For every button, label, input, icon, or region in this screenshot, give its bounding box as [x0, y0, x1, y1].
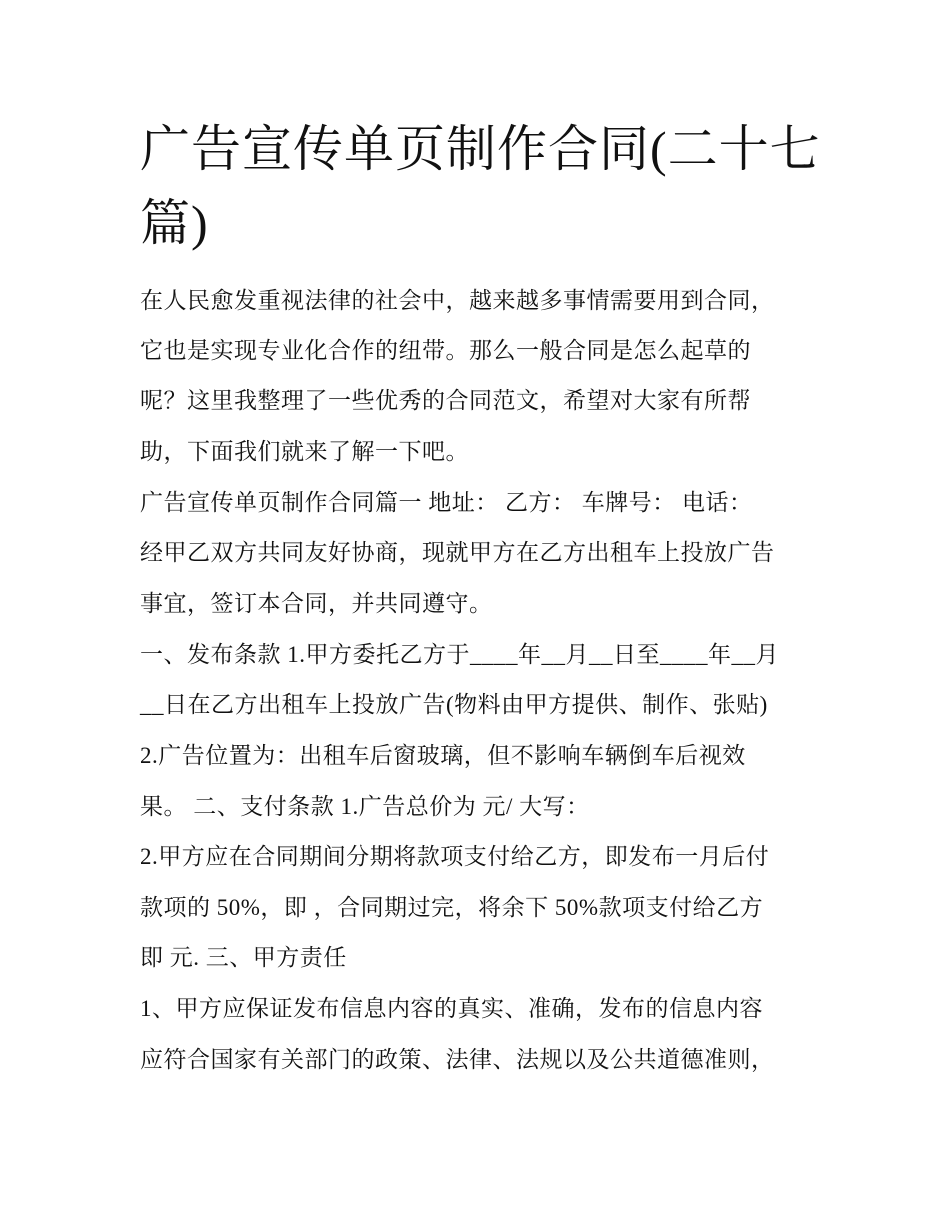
body-line: 1、甲方应保证发布信息内容的真实、准确，发布的信息内容: [140, 996, 763, 1021]
body-line: 呢？这里我整理了一些优秀的合同范文，希望对大家有所帮: [140, 388, 751, 413]
body-line: __日在乙方出租车上投放广告(物料由甲方提供、制作、张贴): [140, 692, 768, 717]
title-line-2: 篇): [140, 195, 209, 251]
body-line: 2.广告位置为：出租车后窗玻璃，但不影响车辆倒车后视效: [140, 743, 746, 768]
body-line: 事宜，签订本合同，并共同遵守。: [140, 591, 493, 616]
body-line: 款项的 50%，即 ，合同期过完，将余下 50%款项支付给乙方: [140, 895, 764, 920]
body-line: 应符合国家有关部门的政策、法律、法规以及公共道德准则，: [140, 1047, 775, 1072]
body-line: 助，下面我们就来了解一下吧。: [140, 439, 469, 464]
body-line: 即 元. 三、甲方责任: [140, 945, 347, 970]
body-line: 广告宣传单页制作合同篇一 地址： 乙方： 车牌号： 电话：: [140, 490, 753, 515]
body-line: 它也是实现专业化合作的纽带。那么一般合同是怎么起草的: [140, 338, 751, 363]
body-line: 经甲乙双方共同友好协商，现就甲方在乙方出租车上投放广告: [140, 540, 775, 565]
title-line-1: 广告宣传单页制作合同(二十七: [140, 121, 821, 177]
body-line: 一、发布条款 1.甲方委托乙方于____年__月__日至____年__月: [140, 642, 779, 667]
body-line: 果。 二、支付条款 1.广告总价为 元/ 大写：: [140, 794, 590, 819]
document-title: [140, 112, 830, 260]
body-line: 2.甲方应在合同期间分期将款项支付给乙方，即发布一月后付: [140, 844, 770, 869]
body-line: 在人民愈发重视法律的社会中，越来越多事情需要用到合同，: [140, 288, 775, 313]
